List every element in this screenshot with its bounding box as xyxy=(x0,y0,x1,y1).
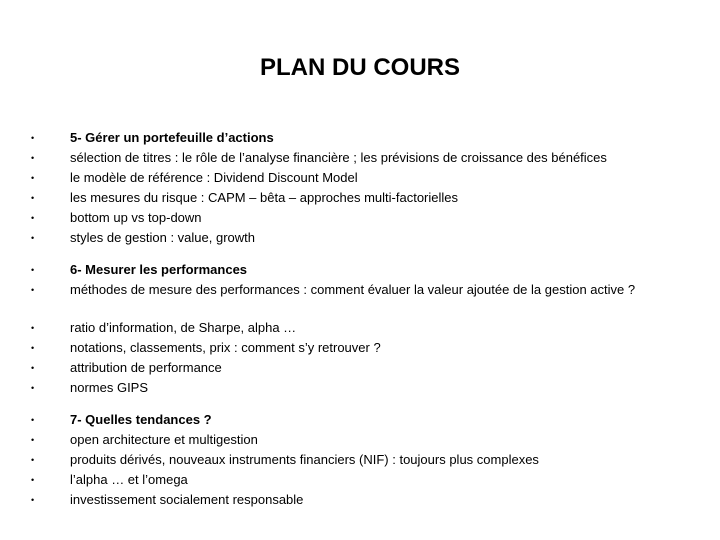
bullet-icon: • xyxy=(31,133,35,143)
list-item xyxy=(0,430,720,450)
list-item xyxy=(0,168,720,188)
list-item-text: produits dérivés, nouveaux instruments financiers (NIF) : toujours plus complexes xyxy=(70,452,539,467)
list-item-text: notations, classements, prix : comment s’y retrouver ? xyxy=(70,340,381,355)
list-item-text: bottom up vs top-down xyxy=(70,210,202,225)
list-item-text: l’alpha … et l’omega xyxy=(70,472,188,487)
bullet-icon: • xyxy=(31,285,35,295)
bullet-icon: • xyxy=(31,233,35,243)
slide-title: PLAN DU COURS xyxy=(259,54,460,81)
list-item-text: sélection de titres : le rôle de l’analyse financière ; les prévisions de croissance des bénéfices xyxy=(70,150,607,165)
section-heading-text: 7- Quelles tendances ? xyxy=(70,412,212,427)
list-item-text: méthodes de mesure des performances : comment évaluer la valeur ajoutée de la gestion active ? xyxy=(70,282,636,297)
list-item xyxy=(0,490,720,510)
list-item-text: open architecture et multigestion xyxy=(70,432,258,447)
section-heading-text: 5- Gérer un portefeuille d’actions xyxy=(70,130,274,145)
list-item xyxy=(0,318,720,338)
list-item-text: styles de gestion : value, growth xyxy=(70,230,255,245)
section-heading-text: 6- Mesurer les performances xyxy=(70,262,248,277)
bullet-icon: • xyxy=(31,415,35,425)
list-item-text: les mesures du risque : CAPM – bêta – approches multi-factorielles xyxy=(70,190,459,205)
section-5 xyxy=(0,128,720,248)
bullet-icon: • xyxy=(31,265,35,275)
bullet-icon: • xyxy=(31,455,35,465)
list-item xyxy=(0,338,720,358)
list-item-text: normes GIPS xyxy=(70,380,149,395)
list-item-text: le modèle de référence : Dividend Discount Model xyxy=(70,170,358,185)
list-item xyxy=(0,470,720,490)
list-item xyxy=(0,280,720,318)
list-item xyxy=(0,148,720,168)
list-item xyxy=(0,358,720,378)
bullet-icon: • xyxy=(31,383,35,393)
section-heading xyxy=(0,410,720,430)
list-item-text: attribution de performance xyxy=(70,360,222,375)
bullet-icon: • xyxy=(31,435,35,445)
course-outline xyxy=(0,128,720,510)
list-item xyxy=(0,228,720,248)
bullet-icon: • xyxy=(31,343,35,353)
section-7 xyxy=(0,410,720,510)
bullet-icon: • xyxy=(31,363,35,373)
bullet-icon: • xyxy=(31,495,35,505)
bullet-icon: • xyxy=(31,213,35,223)
bullet-icon: • xyxy=(31,475,35,485)
list-item xyxy=(0,450,720,470)
section-6 xyxy=(0,260,720,398)
list-item xyxy=(0,378,720,398)
list-item xyxy=(0,208,720,228)
bullet-icon: • xyxy=(31,153,35,163)
list-item-text: investissement socialement responsable xyxy=(70,492,304,507)
section-heading xyxy=(0,260,720,280)
list-item-text: ratio d’information, de Sharpe, alpha … xyxy=(70,320,297,335)
bullet-icon: • xyxy=(31,193,35,203)
list-item xyxy=(0,188,720,208)
bullet-icon: • xyxy=(31,173,35,183)
bullet-icon: • xyxy=(31,323,35,333)
section-heading xyxy=(0,128,720,148)
